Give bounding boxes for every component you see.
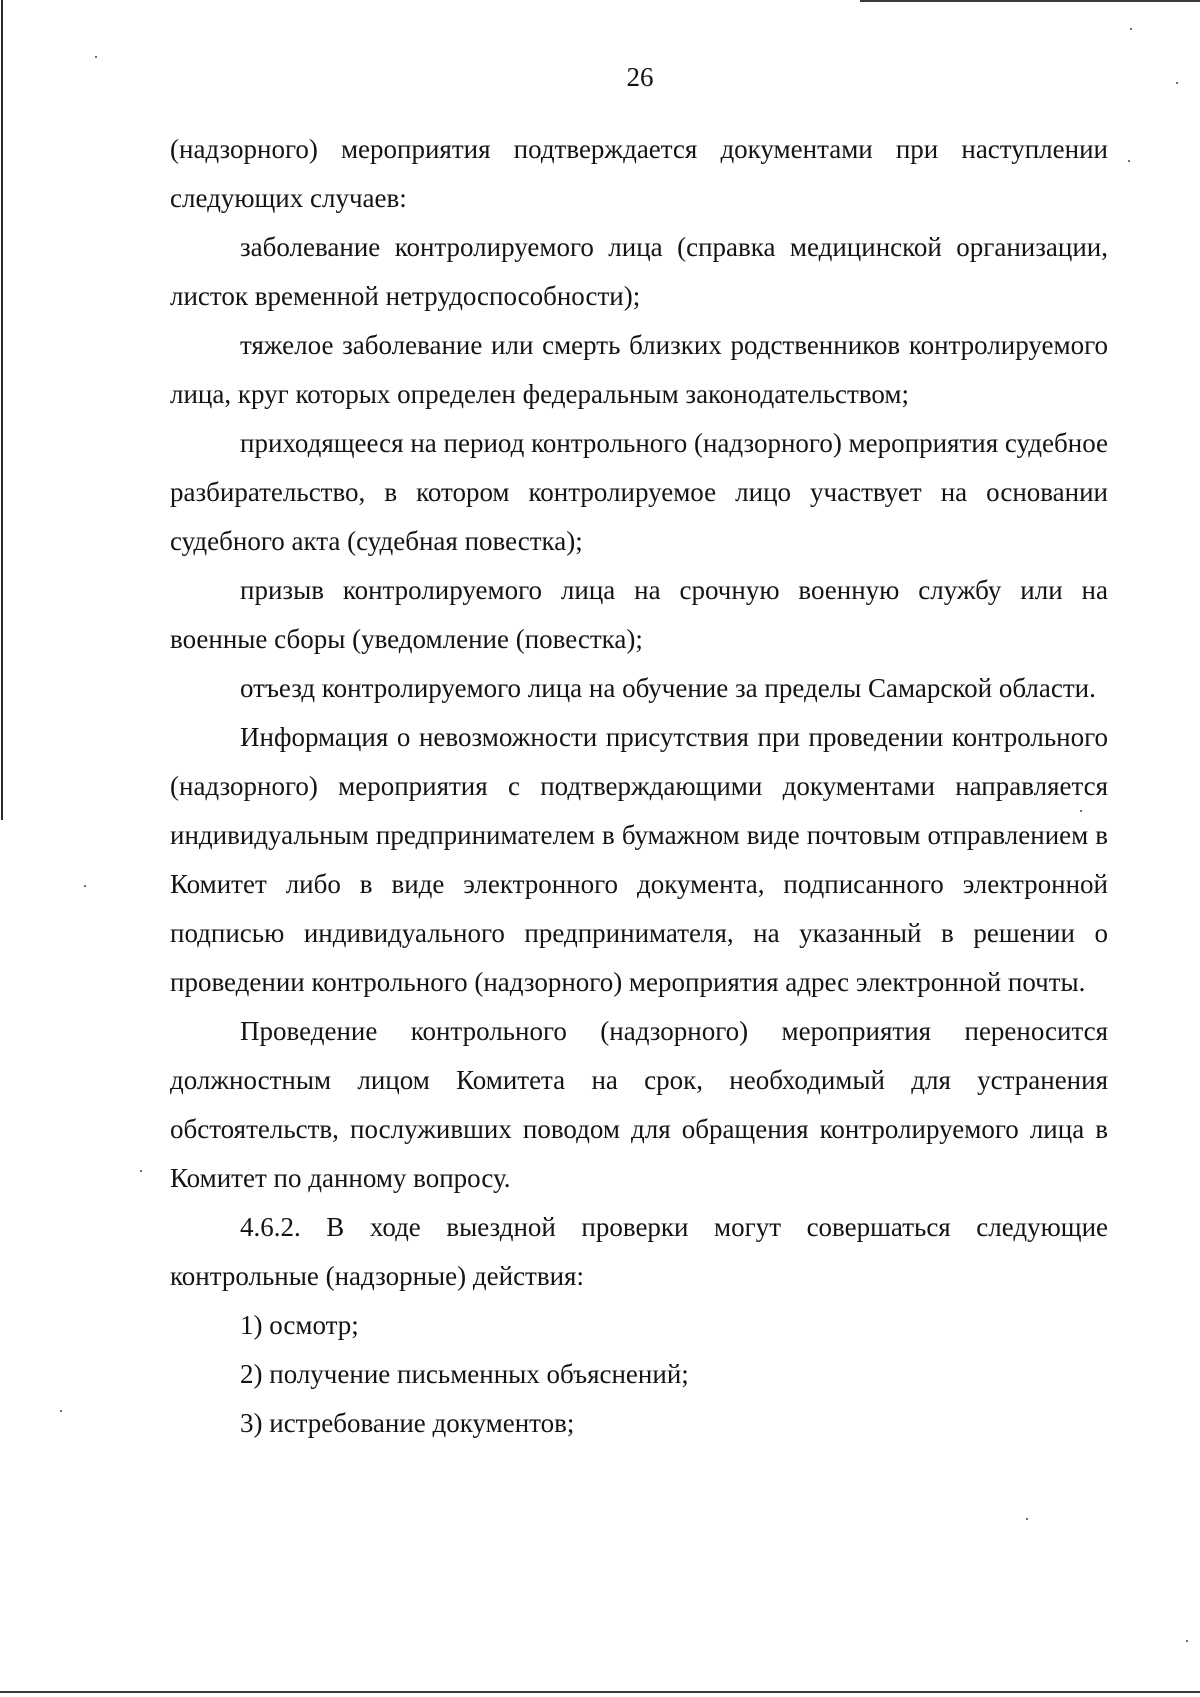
scan-edge-bottom bbox=[0, 1691, 1200, 1693]
paragraph-case-court: приходящееся на период контрольного (надзорного) мероприятия судебное разбирательство, в котором контролируемое лицо участвует на основании судебного акта (судебная повестка); bbox=[170, 428, 1109, 556]
paragraph-case-military: призыв контролируемого лица на срочную военную службу или на военные сборы (уведомление (повестка); bbox=[170, 575, 1108, 654]
list-item-documents: 3) истребование документов; bbox=[240, 1408, 575, 1438]
scan-speck bbox=[1080, 810, 1082, 812]
scan-speck bbox=[84, 885, 86, 887]
document-body bbox=[170, 125, 1108, 1448]
paragraph-intro: (надзорного) мероприятия подтверждается документами при наступлении следующих случаев: bbox=[170, 134, 1108, 213]
scan-speck bbox=[60, 1410, 62, 1412]
scan-speck bbox=[1186, 1640, 1188, 1642]
scan-speck bbox=[95, 56, 97, 58]
list-item-explanations: 2) получение письменных объяснений; bbox=[240, 1359, 689, 1389]
paragraph-section-4-6-2: 4.6.2. В ходе выездной проверки могут совершаться следующие контрольные (надзорные) действия: bbox=[170, 1212, 1108, 1291]
paragraph-case-illness: заболевание контролируемого лица (справка медицинской организации, листок временной нетрудоспособности); bbox=[170, 232, 1108, 311]
list-item-inspection: 1) осмотр; bbox=[240, 1310, 359, 1340]
scan-edge-left bbox=[1, 0, 3, 820]
scan-speck bbox=[1130, 28, 1132, 30]
paragraph-postponement: Проведение контрольного (надзорного) мероприятия переносится должностным лицом Комитета на срок, необходимый для устранения обстоятельств, послуживших поводом для обращения контролируемого лица в Комитет по данному вопросу. bbox=[170, 1016, 1108, 1193]
scan-speck bbox=[1176, 82, 1178, 84]
page-number: 26 bbox=[626, 62, 654, 92]
scan-speck bbox=[1026, 1518, 1028, 1520]
paragraph-information: Информация о невозможности присутствия при проведении контрольного (надзорного) мероприятия с подтверждающими документами направляется индивидуальным предпринимателем в бумажном виде почтовым отправлением в Комитет либо в виде электронного документа, подписанного электронной подписью индивидуального предпринимателя, на указанный в решении о проведении контрольного (надзорного) мероприятия адрес электронной почты. bbox=[170, 722, 1108, 997]
paragraph-case-study: отъезд контролируемого лица на обучение за пределы Самарской области. bbox=[240, 673, 1096, 703]
scan-edge-top bbox=[860, 0, 1200, 2]
paragraph-case-relatives: тяжелое заболевание или смерть близких родственников контролируемого лица, круг которых определен федеральным законодательством; bbox=[170, 330, 1108, 409]
scan-speck bbox=[140, 1170, 142, 1172]
scan-speck bbox=[1128, 160, 1130, 162]
